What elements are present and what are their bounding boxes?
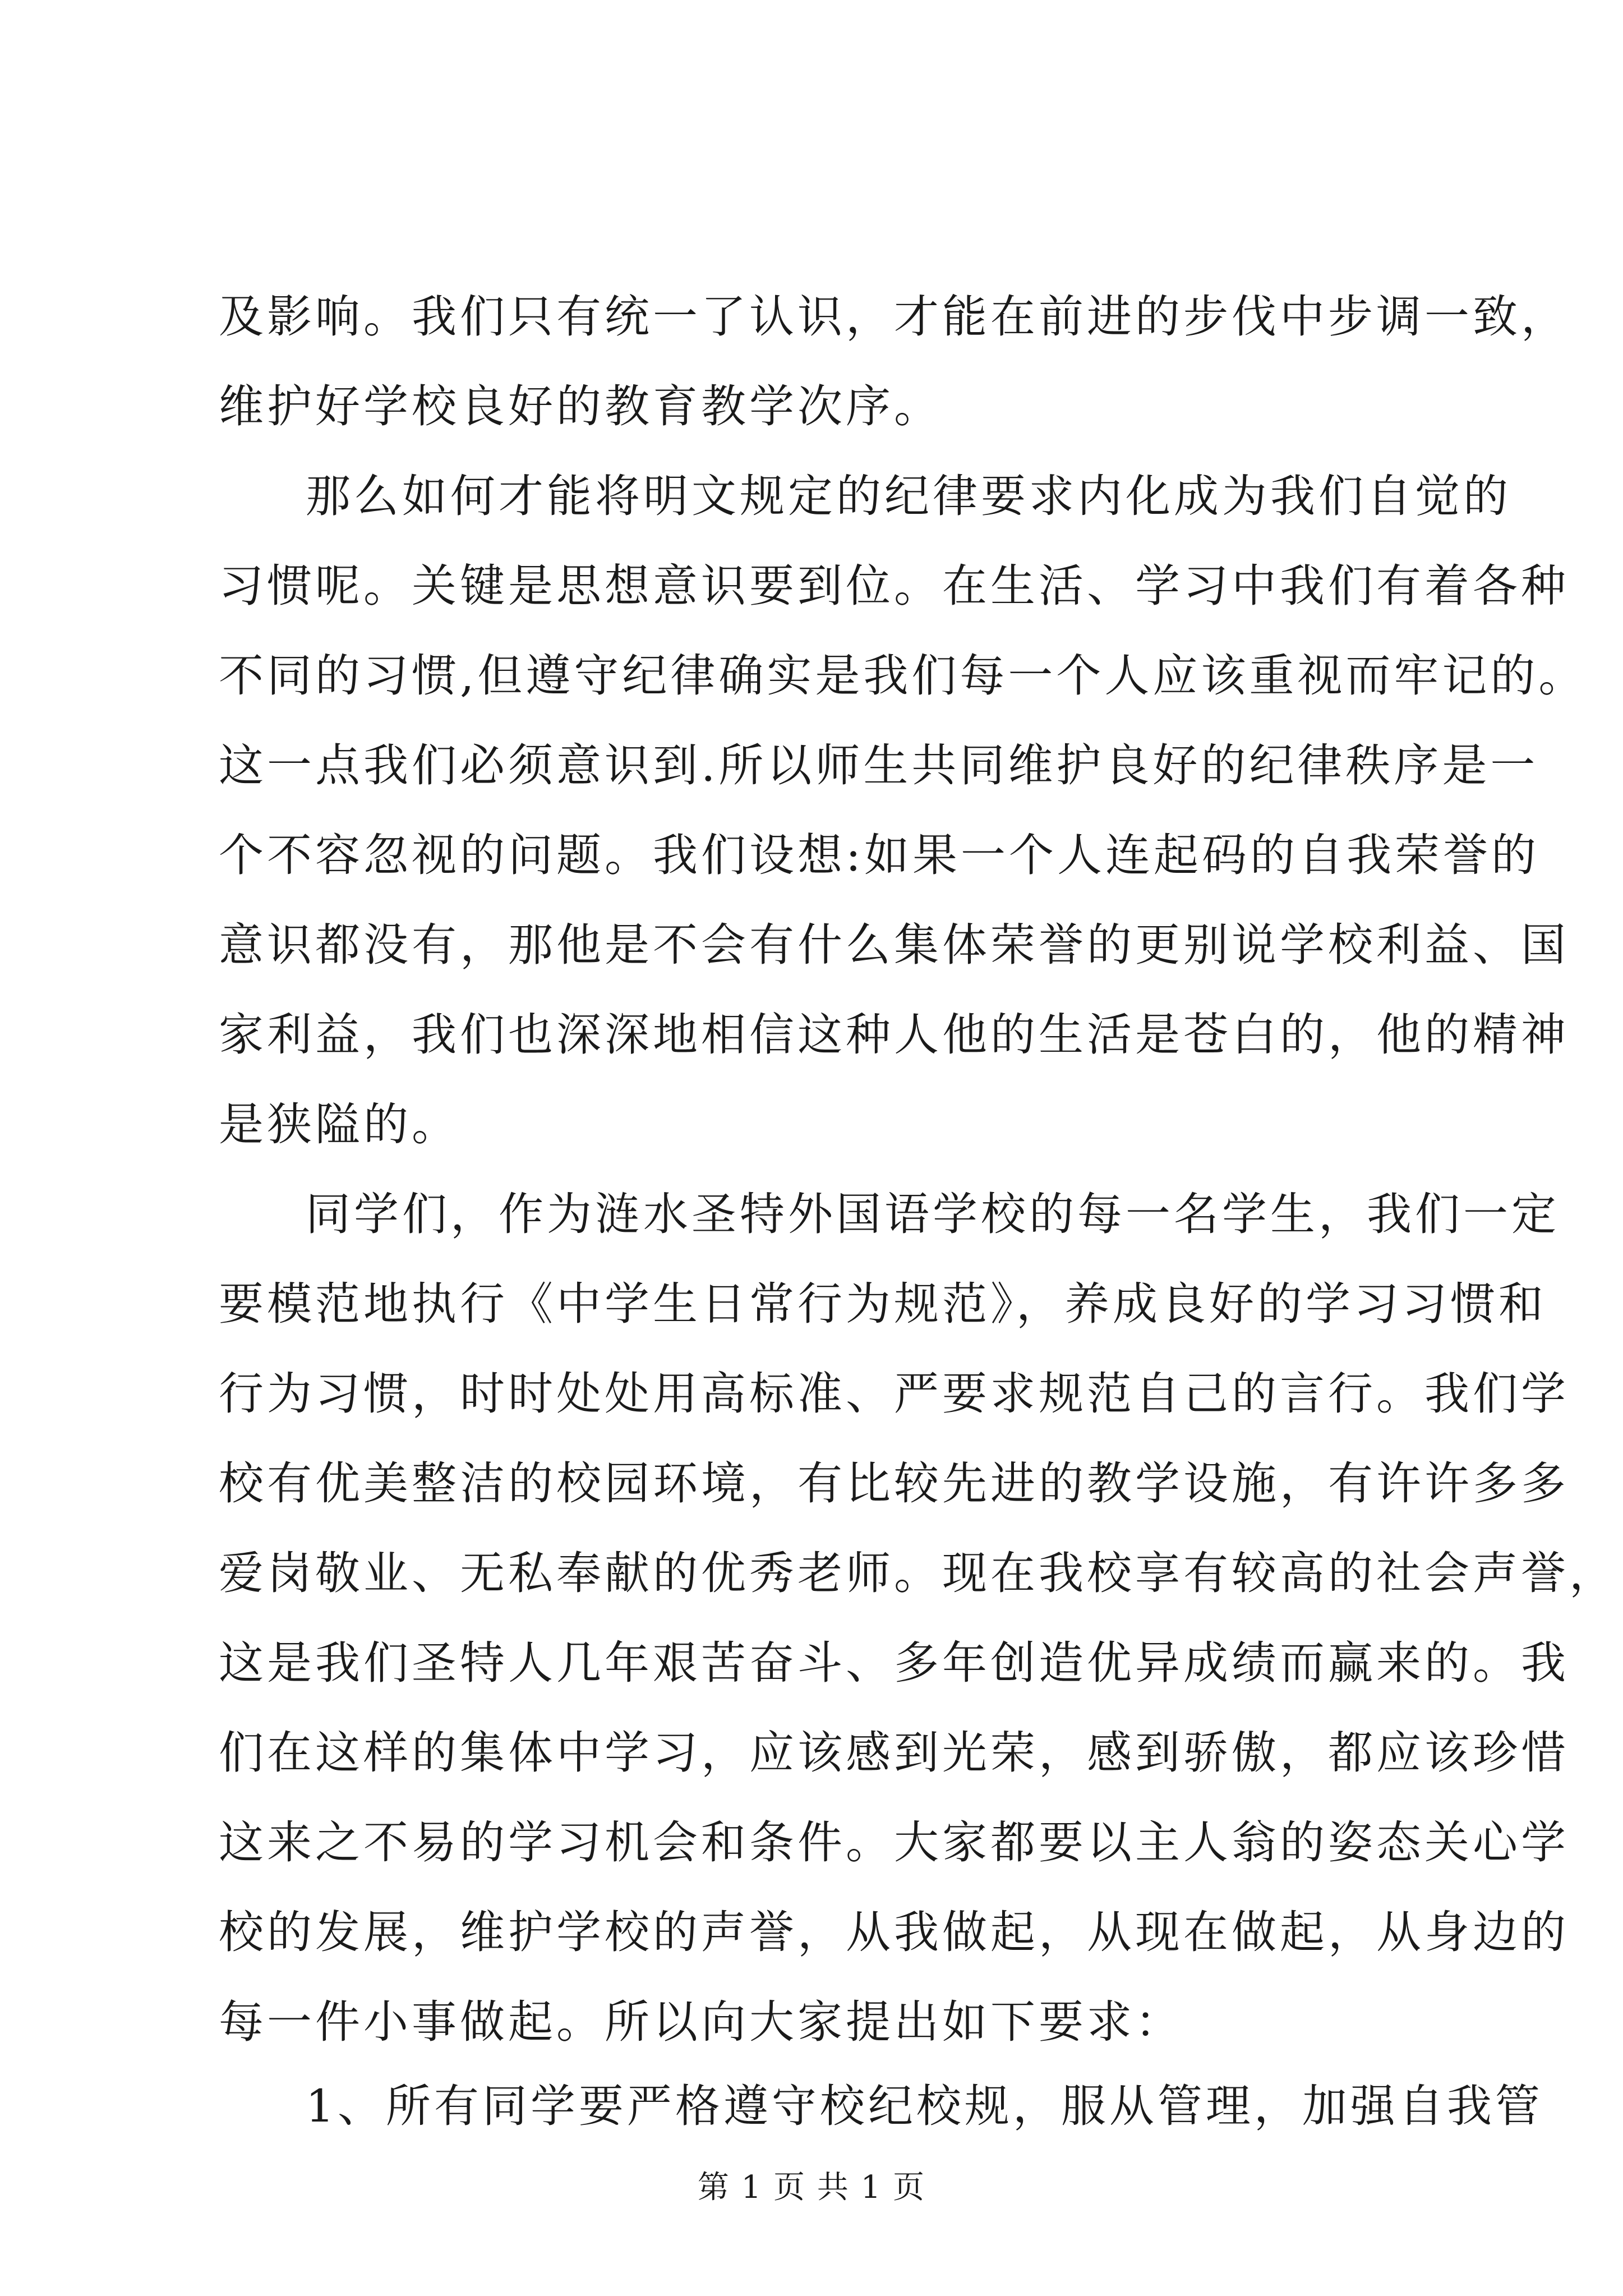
body-line-6: 这一点我们必须意识到.所以师生共同维护良好的纪律秩序是一 (219, 739, 1539, 792)
body-line-1: 及影响。我们只有统一了认识，才能在前进的步伐中步调一致， (219, 291, 1569, 343)
body-line-20: 每一件小事做起。所以向大家提出如下要求： (219, 1996, 1183, 2048)
body-line-4: 习惯呢。关键是思想意识要到位。在生活、学习中我们有着各种 (219, 560, 1569, 612)
body-line-10: 是狭隘的。 (219, 1098, 460, 1151)
body-line-11: 同学们，作为涟水圣特外国语学校的每一名学生，我们一定 (306, 1188, 1560, 1240)
body-line-14: 校有优美整洁的校园环境，有比较先进的教学设施，有许许多多 (219, 1457, 1569, 1510)
body-line-18: 这来之不易的学习机会和条件。大家都要以主人翁的姿态关心学 (219, 1816, 1569, 1869)
body-line-15: 爱岗敬业、无私奉献的优秀老师。现在我校享有较高的社会声誉， (219, 1547, 1617, 1599)
body-line-19: 校的发展，维护学校的声誉，从我做起，从现在做起，从身边的 (219, 1906, 1569, 1958)
body-line-8: 意识都没有，那他是不会有什么集体荣誉的更别说学校利益、国 (219, 919, 1569, 971)
body-line-17: 们在这样的集体中学习，应该感到光荣，感到骄傲，都应该珍惜 (219, 1727, 1569, 1779)
page-footer: 第 1 页 共 1 页 (697, 2169, 926, 2206)
body-line-16: 这是我们圣特人几年艰苦奋斗、多年创造优异成绩而赢来的。我 (219, 1637, 1569, 1689)
body-line-12: 要模范地执行《中学生日常行为规范》，养成良好的学习习惯和 (219, 1278, 1547, 1330)
body-line-7: 个不容忽视的问题。我们设想:如果一个人连起码的自我荣誉的 (219, 829, 1539, 881)
body-line-3: 那么如何才能将明文规定的纪律要求内化成为我们自觉的 (306, 470, 1511, 522)
body-line-21: 1、所有同学要严格遵守校纪校规，服从管理，加强自我管 (306, 2080, 1543, 2132)
body-line-13: 行为习惯，时时处处用高标准、严要求规范自己的言行。我们学 (219, 1368, 1569, 1420)
body-line-5: 不同的习惯,但遵守纪律确实是我们每一个人应该重视而牢记的。 (219, 650, 1587, 702)
body-line-9: 家利益，我们也深深地相信这种人他的生活是苍白的，他的精神 (219, 1009, 1569, 1061)
body-line-2: 维护好学校良好的教育教学次序。 (219, 380, 942, 432)
